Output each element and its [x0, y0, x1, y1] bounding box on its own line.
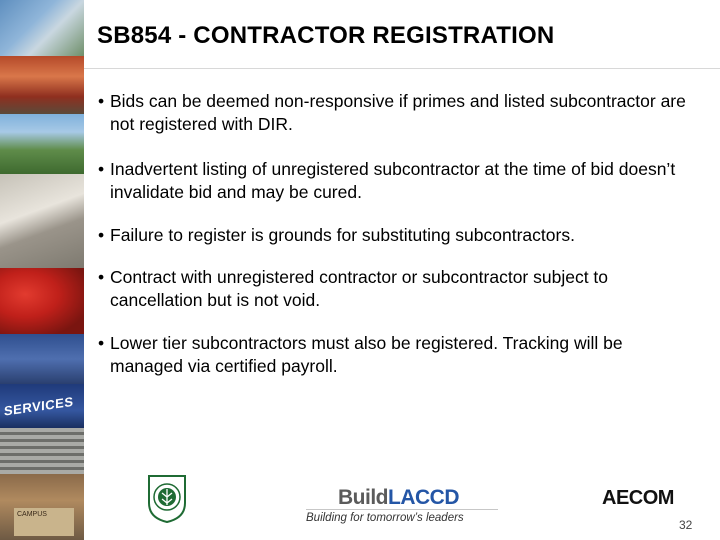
district-seal-icon: [146, 473, 188, 523]
campus-photo-6: [0, 334, 84, 384]
bullet-icon: •: [98, 91, 105, 111]
photo-strip: [0, 0, 84, 540]
title-divider: [84, 68, 720, 69]
bullet-text: Lower tier subcontractors must also be registered. Tracking will be managed via certified payroll.: [110, 333, 623, 376]
bullet-text: Inadvertent listing of unregistered subcontractor at the time of bid doesn’t invalidate bid and may be cured.: [110, 159, 676, 202]
bullet-icon: •: [98, 225, 105, 245]
bullet-item: [98, 266, 698, 312]
buildlaccd-logo: [338, 486, 459, 510]
bullet-item: [98, 158, 698, 204]
campus-photo-1: [0, 0, 84, 56]
campus-sign: CAMPUS: [14, 508, 74, 536]
bullet-icon: •: [98, 267, 105, 287]
bullet-item: [98, 332, 698, 378]
tagline: Building for tomorrow’s leaders: [306, 509, 498, 527]
logo-build-text: Build: [338, 486, 388, 509]
logo-laccd-text: LACCD: [388, 486, 459, 509]
bullet-text: Contract with unregistered contractor or subcontractor subject to cancellation but is not void.: [110, 267, 609, 310]
bullet-text: Failure to register is grounds for substituting subcontractors.: [110, 225, 575, 245]
services-sign: SERVICES: [4, 393, 74, 419]
campus-photo-4: [0, 174, 84, 268]
campus-photo-railing: [0, 428, 84, 474]
bullet-text: Bids can be deemed non-responsive if primes and listed subcontractor are not registered with DIR.: [110, 91, 686, 134]
bullet-icon: •: [98, 159, 105, 179]
campus-photo-umbrellas: [0, 268, 84, 334]
slide-title: SB854 - CONTRACTOR REGISTRATION: [97, 22, 555, 49]
bullet-icon: •: [98, 333, 105, 353]
slide-number: 32: [679, 518, 693, 532]
campus-photo-3: [0, 114, 84, 174]
bullet-item: [98, 224, 698, 247]
bullet-item: [98, 90, 698, 136]
campus-photo-2: [0, 56, 84, 114]
aecom-logo: AECOM: [602, 487, 674, 509]
